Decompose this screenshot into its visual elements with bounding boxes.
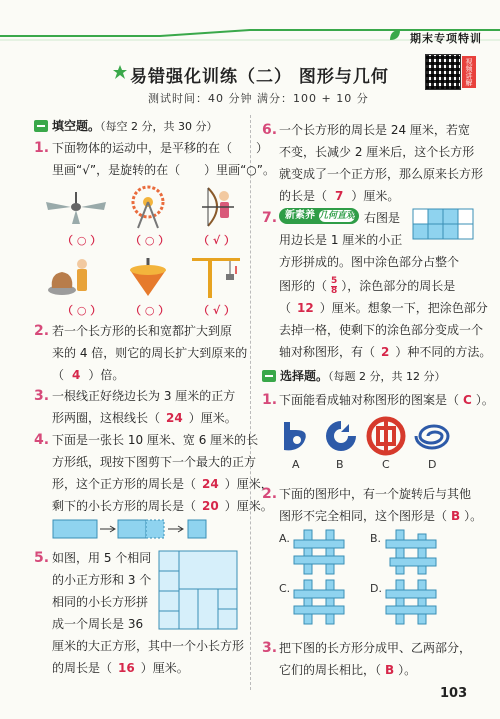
q1-line1: 下面物体的运动中，是平移的在（ ） [52,141,269,155]
q6-line1: 一个长方形的周长是 24 厘米，若宽 [279,123,470,137]
c1-label-b: B [336,458,344,471]
c3-line1: 把下图的长方形分成甲、乙两部分， [279,641,472,655]
c3-answer: B [385,663,395,677]
q4-answer2: 20 [202,499,219,513]
archer-icon [198,186,238,230]
c1-line: 下面能看成轴对称图形的图案是（ C ）。 [279,393,494,407]
page-number: 103 [440,686,468,701]
c1-number: 1. [262,392,278,408]
tower-crane-icon [190,252,242,300]
q7-answer2: 12 [297,301,314,315]
q5-line3: 相同的小长方形拼 [52,595,149,609]
page-title: 易错强化训练（二） 图形与几何 [130,67,389,87]
q5-line2: 的小正方形和 3 个 [52,573,152,587]
q7-line4: 图形的（ $\frac{5}{8}$ ），涂色部分的周长是 [279,276,456,296]
q7-badge: 新素养 几何直观 [279,208,359,224]
logo-b-icon [322,418,360,454]
q7-answer-fraction: $\frac{5}{8}$ [331,276,338,296]
q4-number: 4. [34,432,50,448]
q5-square-diagram [158,550,238,630]
q5-number: 5. [34,550,50,566]
q1-answer-potter: （ ○ ） [62,304,102,317]
q4-line1: 下面是一张长 10 厘米、宽 6 厘米的长 [52,433,259,447]
q2-number: 2. [34,323,50,339]
q4-line4: 剩下的小长方形的周长是（ 20 ）厘米。 [52,499,273,513]
potter-icon [44,254,92,300]
q1-answer-archer: （ √ ） [198,234,235,247]
q1-number: 1. [34,140,50,156]
section2-heading: 选择题。（每题 2 分，共 12 分） [280,369,446,383]
c2-option-b-figure [384,528,440,576]
q5-line1: 如图，用 5 个相同 [52,551,152,565]
c2-label-c: C. [279,582,291,595]
q7-answer3: 2 [381,345,390,359]
q4-line2: 方形纸，现按下图剪下一个最大的正方 [52,455,257,469]
c2-label-d: D. [370,582,382,595]
q7-line3: 方形拼成的。图中涂色部分占整个 [279,255,460,269]
q6-answer: 7 [335,189,344,203]
q4-answer1: 24 [202,477,219,491]
q1-answer-top: （ ○ ） [130,304,170,317]
q5-line5: 厘米的大正方形，其中一个小长方形 [52,639,245,653]
c3-line2: 它们的周长相比，（ B ）。 [279,663,417,677]
logo-d-icon [412,420,452,452]
q6-line4: 的长是（ 7 ）厘米。 [279,189,400,203]
q1-answer-ferris: （ ○ ） [130,234,170,247]
q4-line3: 形，这个正方形的周长是（ 24 ）厘米， [52,477,273,491]
c3-number: 3. [262,640,278,656]
c2-line2: 图形不完全相同，这个图形是（ B ）。 [279,509,483,523]
q6-line3: 就变成了一个正方形，那么原来长方形 [279,167,484,181]
c1-answer: C [463,393,472,407]
q1-answer-fan: （ ○ ） [62,234,102,247]
c2-number: 2. [262,486,278,502]
q5-line4: 成一个周长是 36 [52,617,144,631]
ceiling-fan-icon [44,190,108,230]
c2-label-a: A. [279,532,290,545]
section1-heading: 填空题。（每空 2 分，共 30 分） [52,119,218,133]
test-info: 测试时间：40 分钟 满分：100 + 10 分 [148,92,369,105]
spinning-top-icon [126,256,170,300]
c2-option-a-figure [292,528,348,576]
series-tag: 期末专项特训 [410,32,482,45]
c2-option-d-figure [384,578,440,626]
q5-line6: 的周长是（ 16 ）厘米。 [52,661,189,675]
star-icon [112,64,128,80]
c1-label-a: A [292,458,300,471]
ferris-wheel-icon [126,184,170,230]
section-icon [34,120,48,132]
c1-label-d: D [428,458,437,471]
section2-icon [262,370,276,382]
logo-c-icon [366,416,406,456]
q7-grid-figure [412,208,474,240]
c2-answer: B [451,509,461,523]
c2-line1: 下面的图形中，有一个旋转后与其他 [279,487,472,501]
q7-line7: 轴对称图形，有（ 2 ）种不同的方法。 [279,345,492,359]
q7-line1: 右图是 [364,211,401,225]
q4-cutting-diagram [52,518,242,540]
q7-line6: 去掉一格，使剩下的涂色部分变成一个 [279,323,484,337]
q3-line1: 一根线正好绕边长为 3 厘米的正方 [52,389,236,403]
leaf-icon [388,28,402,42]
q5-answer: 16 [118,661,135,675]
q7-line2: 用边长是 1 厘米的小正 [279,233,403,247]
c1-label-c: C [382,458,390,471]
q3-line2: 形两圈，这根线长（ 24 ）厘米。 [52,411,237,425]
q2-answer: 4 [72,368,81,382]
q6-line2: 不变，长减少 2 厘米后，这个长方形 [279,145,475,159]
c2-label-b: B. [370,532,382,545]
c2-option-c-figure [292,578,348,626]
q3-answer: 24 [166,411,183,425]
q1-answer-crane: （ √ ） [198,304,235,317]
q7-line5: （ 12 ）厘米。想象一下，把涂色部分 [279,301,488,315]
q2-line2: 来的 4 倍，则它的周长扩大到原来的 [52,346,248,360]
q2-line1: 若一个长方形的长和宽都扩大到原 [52,324,233,338]
qr-tag: 视频讲解 [462,56,476,88]
q6-number: 6. [262,122,278,138]
qr-code[interactable] [425,54,461,90]
q3-number: 3. [34,388,50,404]
logo-a-icon [278,418,316,454]
q1-line2: 里画“√”，是旋转的在（ ）里画“○”。 [52,163,275,177]
q2-line3: （ 4 ）倍。 [52,368,125,382]
q7-number: 7. [262,210,278,226]
column-divider [250,115,251,690]
